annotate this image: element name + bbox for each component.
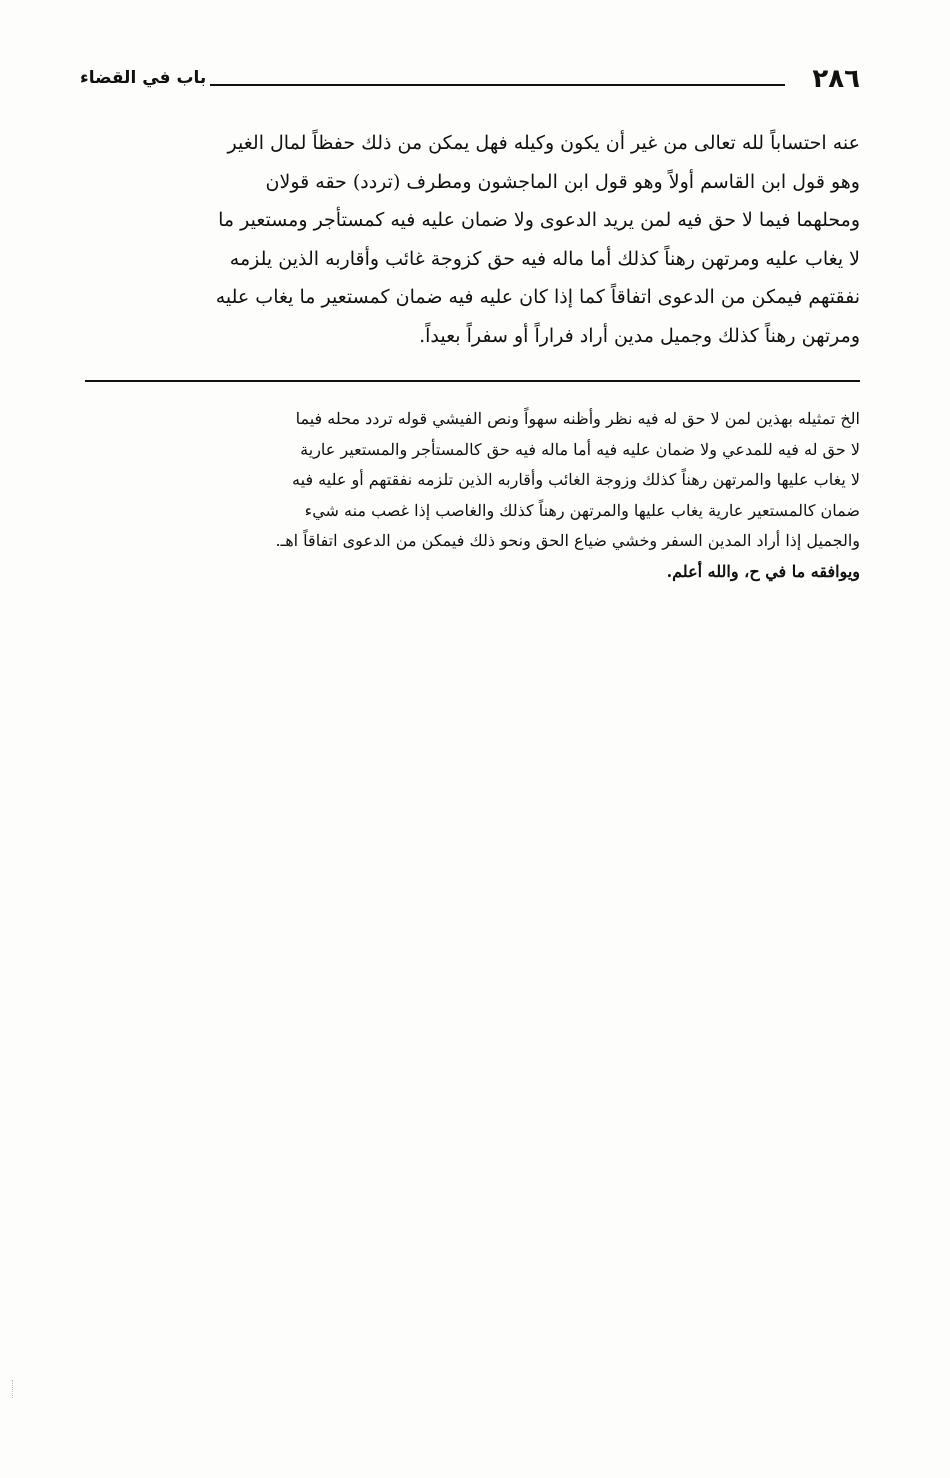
main-text-line: لا يغاب عليه ومرتهن رهناً كذلك أما ماله فيه حق كزوجة غائب وأقاربه الذين يلزمه — [229, 247, 860, 270]
footnote-line: والجميل إذا أراد المدين السفر وخشي ضياع الحق ونحو ذلك فيمكن من الدعوى اتفاقاً اهـ. — [275, 531, 860, 550]
footnote-line: ضمان كالمستعير عارية يغاب عليها والمرتهن رهناً كذلك والغاصب إذا غصب منه شيء — [304, 500, 860, 520]
header-rule — [210, 84, 785, 86]
footnote — [85, 404, 860, 587]
main-text-line: ومرتهن رهناً كذلك وجميل مدين أراد فراراً أو سفراً بعيداً. — [419, 324, 860, 347]
scan-artifact — [12, 1380, 15, 1398]
footnote-line: ويوافقه ما في ح، والله أعلم. — [666, 561, 860, 581]
main-text — [85, 124, 860, 355]
section-title: باب في القضاء — [80, 68, 207, 88]
main-text-line: ومحلهما فيما لا حق فيه لمن يريد الدعوى ولا ضمان عليه فيه كمستأجر ومستعير ما — [218, 209, 860, 231]
footnote-line: لا يغاب عليها والمرتهن رهناً كذلك وزوجة الغائب وأقاربه الذين تلزمه نفقتهم أو عليه فيه — [292, 470, 860, 489]
footnote-line: لا حق له فيه للمدعي ولا ضمان عليه فيه أما ماله فيه حق كالمستأجر والمستعير عارية — [300, 439, 860, 459]
footnote-line: الخ تمثيله بهذين لمن لا حق له فيه نظر وأظنه سهواً ونص الفيشي قوله تردد محله فيما — [295, 409, 860, 428]
main-text-line: نفقتهم فيمكن من الدعوى اتفاقاً كما إذا كان عليه فيه ضمان كمستعير ما يغاب عليه — [215, 286, 860, 308]
page-number: ٢٨٦ — [812, 64, 860, 94]
footnote-divider — [85, 380, 860, 382]
main-text-line: عنه احتساباً لله تعالى من غير أن يكون وكيله فهل يمكن من ذلك حفظاً لمال الغير — [227, 132, 860, 154]
page-header — [80, 60, 860, 100]
main-text-line: وهو قول ابن القاسم أولاً وهو قول ابن الماجشون ومطرف (تردد) حقه قولان — [265, 170, 860, 193]
